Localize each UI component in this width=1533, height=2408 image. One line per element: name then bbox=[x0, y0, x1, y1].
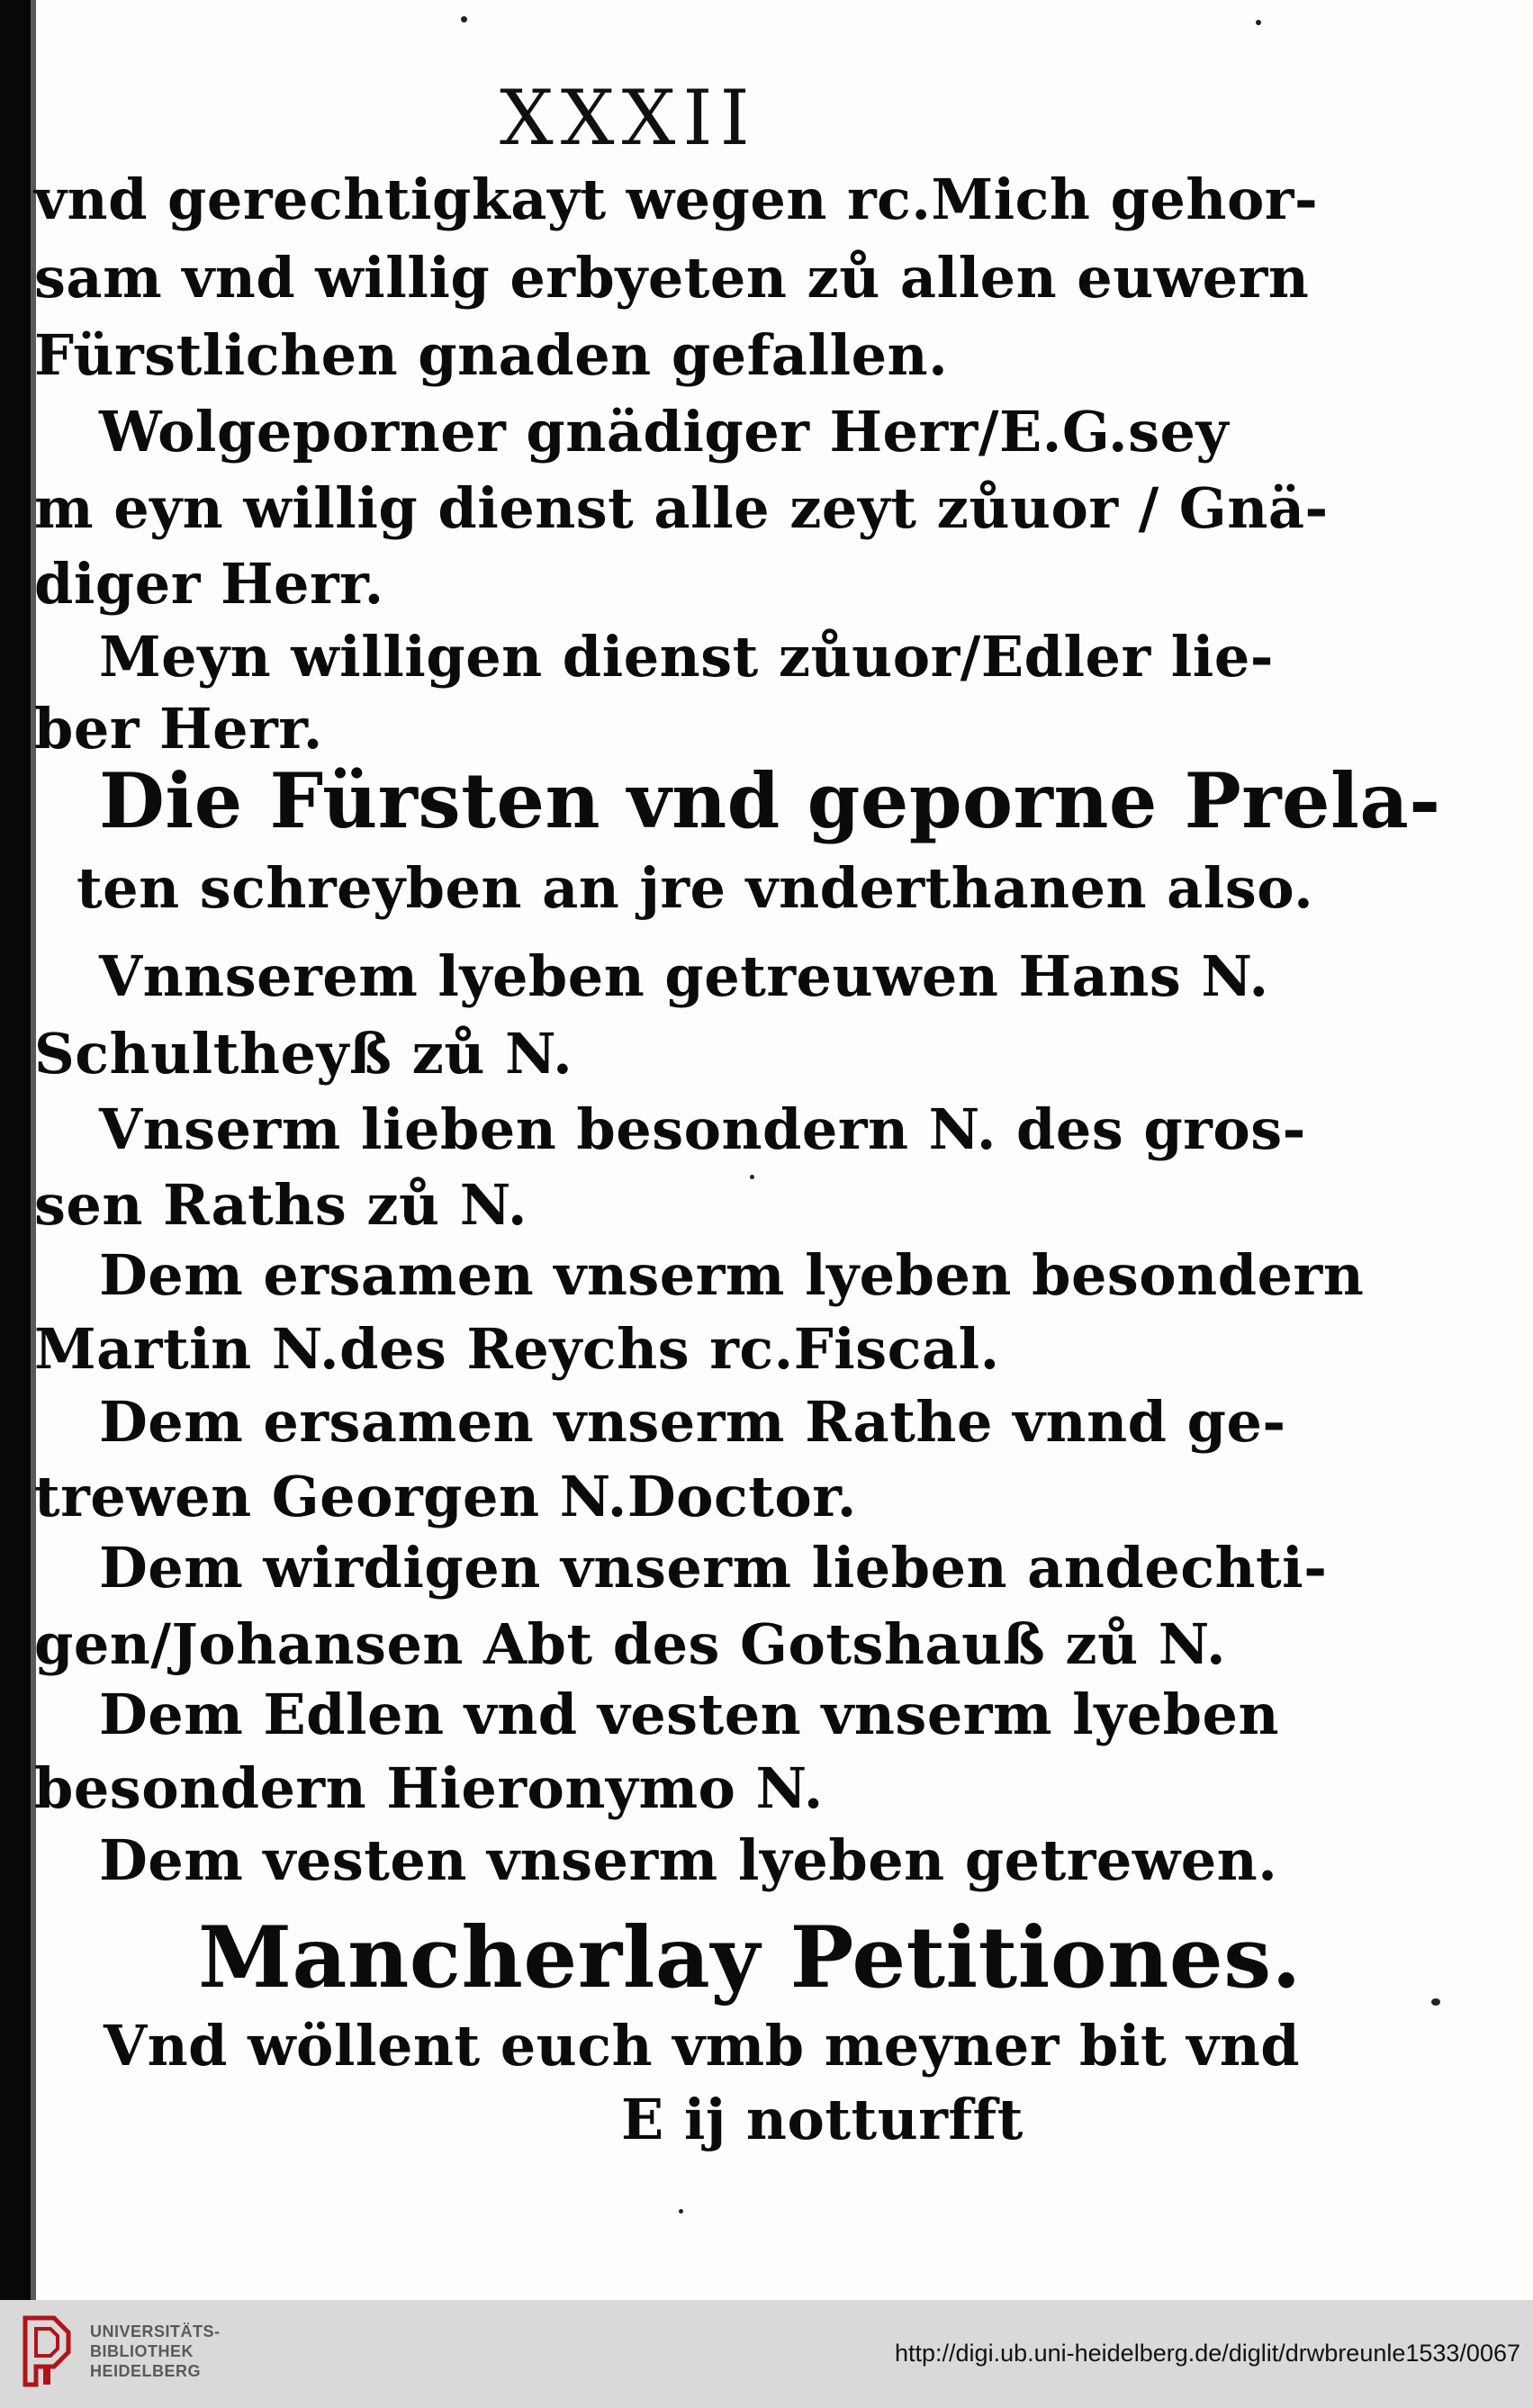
library-name bbox=[90, 2322, 221, 2381]
text-line: gen/Johansen Abt des Gotshauß zů N. bbox=[34, 1611, 1227, 1677]
text-line: sen Raths zů N. bbox=[34, 1172, 528, 1238]
page-binding-edge bbox=[0, 0, 31, 2300]
digital-library-footer bbox=[0, 2300, 1533, 2408]
text-line: sam vnd willig erbyeten zů allen euwern bbox=[34, 245, 1310, 311]
text-line: Wolgeporner gnädiger Herr/E.G.sey bbox=[99, 399, 1230, 464]
text-line: ber Herr. bbox=[34, 696, 323, 762]
text-line: Schultheyß zů N. bbox=[34, 1021, 573, 1087]
text-line: Dem ersamen vnserm lyeben besondern bbox=[99, 1242, 1365, 1308]
text-line: Vnnserem lyeben getreuwen Hans N. bbox=[99, 943, 1269, 1009]
ink-speck bbox=[1256, 20, 1261, 25]
text-line: Meyn willigen dienst zůuor/Edler lie- bbox=[99, 624, 1275, 690]
catchword-line: E ij notturfft bbox=[621, 2087, 1024, 2152]
folio-number: XXXII bbox=[500, 74, 757, 162]
text-line: Vnd wöllent euch vmb meyner bit vnd bbox=[104, 2013, 1301, 2079]
text-line: diger Herr. bbox=[34, 551, 384, 617]
text-line: trewen Georgen N.Doctor. bbox=[34, 1464, 857, 1529]
text-line: vnd gerechtigkayt wegen rc.Mich gehor- bbox=[34, 167, 1319, 232]
text-line: besondern Hieronymo N. bbox=[34, 1755, 824, 1821]
section-heading-continuation: ten schreyben an jre vnderthanen also. bbox=[77, 855, 1314, 921]
ink-speck bbox=[461, 16, 467, 23]
ink-speck bbox=[750, 1175, 754, 1179]
text-line: Dem Edlen vnd vesten vnserm lyeben bbox=[99, 1682, 1280, 1747]
section-heading: Die Fürsten vnd geporne Prela- bbox=[99, 756, 1441, 845]
text-line: Dem wirdigen vnserm lieben andechti- bbox=[99, 1535, 1328, 1601]
library-logo-icon bbox=[16, 2311, 79, 2392]
section-heading: Mancherlay Petitiones. bbox=[198, 1908, 1302, 2007]
library-name-line: BIBLIOTHEK bbox=[90, 2342, 194, 2360]
permalink-url[interactable]: http://digi.ub.uni-heidelberg.de/diglit/drwbreunle1533/0067 bbox=[895, 2340, 1520, 2367]
ink-speck bbox=[679, 2209, 683, 2214]
text-line: m eyn willig dienst alle zeyt zůuor / Gnä- bbox=[34, 475, 1329, 541]
ink-speck bbox=[1431, 1998, 1440, 2006]
text-line: Dem vesten vnserm lyeben getrewen. bbox=[99, 1827, 1278, 1893]
library-name-line: UNIVERSITÄTS- bbox=[90, 2322, 221, 2340]
library-name-line: HEIDELBERG bbox=[90, 2362, 202, 2380]
text-line: Fürstlichen gnaden gefallen. bbox=[34, 322, 949, 388]
text-line: Vnserm lieben besondern N. des gros- bbox=[99, 1096, 1306, 1162]
text-line: Dem ersamen vnserm Rathe vnnd ge- bbox=[99, 1389, 1286, 1455]
text-line: Martin N.des Reychs rc.Fiscal. bbox=[34, 1316, 1000, 1382]
